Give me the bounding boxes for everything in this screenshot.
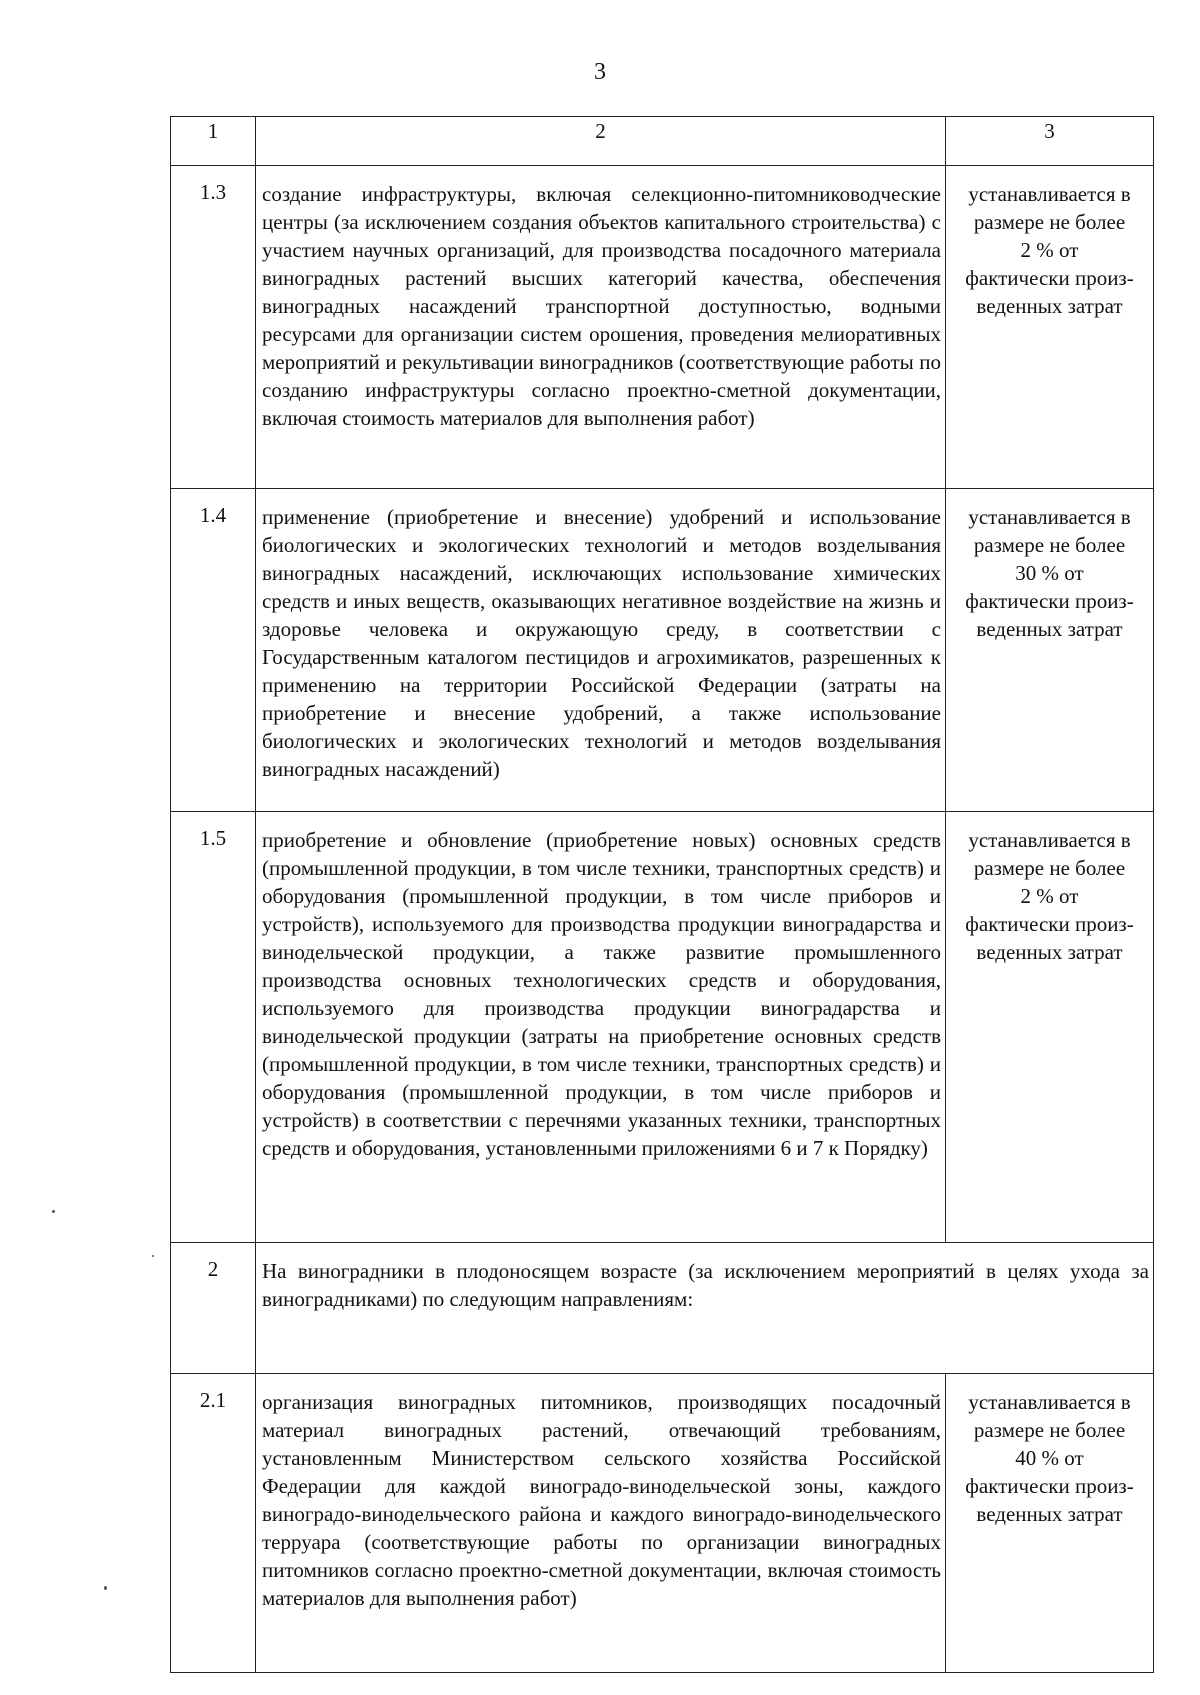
rate-line: размере не более xyxy=(973,210,1126,234)
row-rate xyxy=(946,489,1154,812)
rate-line: устанавливается в xyxy=(968,505,1131,529)
rate-line: устанавливается в xyxy=(968,1390,1131,1414)
row-description: применение (приобретение и внесение) удобрений и использование биологических и экологических технологий и методов возделывания виноградных насаждений, исключающих использование химических средств и иных веществ, оказывающих негативное воздействие на жизнь и здоровье человека и окружающую среду, в соответствии с Государственным каталогом пестицидов и агрохимикатов, разрешенных к применению на территории Российской Федерации (затраты на приобретение и внесение удобрений, а также использование биологических и экологических технологий и методов возделывания виноградных насаждений) xyxy=(256,489,946,812)
header-cell-1: 1 xyxy=(171,117,256,166)
table-row xyxy=(171,812,1154,1243)
table-row xyxy=(171,1374,1154,1673)
rate-line: фактически произ- xyxy=(965,1474,1134,1498)
row-number: 1.4 xyxy=(171,489,256,812)
table-header-row xyxy=(171,117,1154,166)
rate-line: веденных затрат xyxy=(976,940,1123,964)
table-row xyxy=(171,166,1154,489)
rate-percent: 2 % от xyxy=(1020,238,1079,262)
rate-line: веденных затрат xyxy=(976,617,1123,641)
rate-line: размере не более xyxy=(973,1418,1126,1442)
rate-line: фактически произ- xyxy=(965,266,1134,290)
row-number: 2.1 xyxy=(171,1374,256,1673)
scan-speck xyxy=(104,1586,107,1590)
row-description: приобретение и обновление (приобретение новых) основных средств (промышленной продукции, в том числе техники, транспортных средств) и оборудования (промышленной продукции, в том числе приборов и устройств), используемого для производства продукции виноградарства и винодельческой продукции, а также развитие промышленного производства основных технологических средств и оборудования, используемого для производства продукции виноградарства и винодельческой продукции (затраты на приобретение основных средств (промышленной продукции, в том числе техники, транспортных средств) и оборудования (промышленной продукции, в том числе приборов и устройств) в соответствии с перечнями указанных техники, транспортных средств и оборудования, установленными приложениями 6 и 7 к Порядку) xyxy=(256,812,946,1243)
row-number: 2 xyxy=(171,1243,256,1374)
rate-line: веденных затрат xyxy=(976,294,1123,318)
rate-line: размере не более xyxy=(973,856,1126,880)
page-number: 3 xyxy=(594,59,606,85)
row-number: 1.5 xyxy=(171,812,256,1243)
rate-percent: 40 % от xyxy=(1015,1446,1084,1470)
row-rate xyxy=(946,166,1154,489)
row-rate xyxy=(946,1374,1154,1673)
header-cell-3: 3 xyxy=(946,117,1154,166)
rate-line: фактически произ- xyxy=(965,589,1134,613)
header-cell-2: 2 xyxy=(256,117,946,166)
row-description: организация виноградных питомников, производящих посадочный материал виноградных растений, отвечающий требованиям, установленным Министерством сельского хозяйства Российской Федерации для каждой виноградо-винодельческой зоны, каждого виноградо-винодельческого района и каждого виноградо-винодельческого терруара (соответствующие работы по организации виноградных питомников согласно проектно-сметной документации, включая стоимость материалов для выполнения работ) xyxy=(256,1374,946,1673)
rate-line: размере не более xyxy=(973,533,1126,557)
row-number: 1.3 xyxy=(171,166,256,489)
table-row xyxy=(171,489,1154,812)
subsidy-rates-table xyxy=(170,116,1154,1673)
rate-line: устанавливается в xyxy=(968,828,1131,852)
rate-line: веденных затрат xyxy=(976,1502,1123,1526)
scan-speck xyxy=(152,1255,154,1257)
section-description: На виноградники в плодоносящем возрасте (за исключением мероприятий в целях ухода за виноградниками) по следующим направлениям: xyxy=(256,1243,1154,1374)
rate-percent: 30 % от xyxy=(1015,561,1084,585)
rate-percent: 2 % от xyxy=(1020,884,1079,908)
scan-speck xyxy=(52,1210,55,1213)
row-description: создание инфраструктуры, включая селекционно-питомниководческие центры (за исключением создания объектов капитального строительства) с участием научных организаций, для производства посадочного материала виноградных растений высших категорий качества, обеспечения виноградных насаждений транспортной доступностью, водными ресурсами для организации систем орошения, проведения мелиоративных мероприятий и рекультивации виноградников (соответствующие работы по созданию инфраструктуры согласно проектно-сметной документации, включая стоимость материалов для выполнения работ) xyxy=(256,166,946,489)
table-section-row xyxy=(171,1243,1154,1374)
rate-line: фактически произ- xyxy=(965,912,1134,936)
row-rate xyxy=(946,812,1154,1243)
rate-line: устанавливается в xyxy=(968,182,1131,206)
